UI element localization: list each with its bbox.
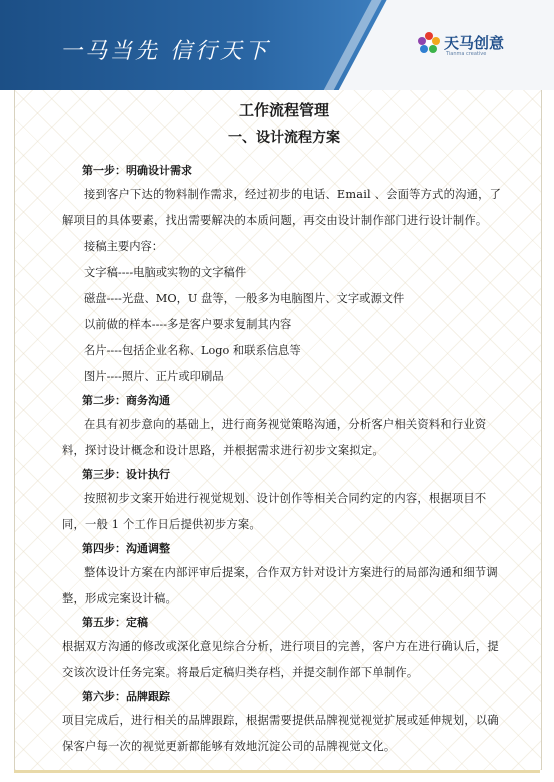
step-6-title: 第六步：品牌跟踪 [82,690,170,703]
intake-list-heading: 接稿主要内容： [84,240,164,253]
intake-list-item: 以前做的样本----多是客户要求复制其内容 [84,318,292,331]
document-title: 工作流程管理 [238,101,329,119]
brand-name: 天马创意 [444,34,505,52]
step-4-title: 第四步：沟通调整 [82,542,170,555]
header-banner [0,0,554,90]
step-2-paragraph: 在具有初步意向的基础上，进行商务视觉策略沟通，分析客户相关资料和行业资料，探讨设计概念和设计思路，并根据需求进行初步文案拟定。 [62,418,487,457]
step-1-title: 第一步：明确设计需求 [82,164,192,177]
step-3-title: 第三步：设计执行 [82,468,170,481]
step-3-paragraph: 按照初步文案开始进行视觉规划、设计创作等相关合同约定的内容，根据项目不同，一般 1 个工作日后提供初步方案。 [62,492,487,531]
brand-logo [416,30,526,62]
footer-rule [14,770,540,773]
step-2-title: 第二步：商务沟通 [82,394,170,407]
intake-list-item: 磁盘----光盘、MO，U 盘等，一般多为电脑图片、文字或源文件 [84,292,405,305]
step-4-paragraph: 整体设计方案在内部评审后提案，合作双方针对设计方案进行的局部沟通和细节调整，形成完案设计稿。 [62,566,498,605]
step-6-paragraph: 项目完成后，进行相关的品牌跟踪，根据需要提供品牌视觉视觉扩展或延伸规划，以确保客户每一次的视觉更新都能够有效地沉淀公司的品牌视觉文化。 [62,714,499,753]
step-1-paragraph: 接到客户下达的物料制作需求，经过初步的电话、Email 、会面等方式的沟通，了解项目的具体要素，找出需要解决的本质问题，再交由设计制作部门进行设计制作。 [62,188,502,227]
intake-list-item: 文字稿----电脑或实物的文字稿件 [84,266,247,279]
brand-subtitle: Tianma creative [446,51,487,57]
intake-list-item: 图片----照片、正片或印刷品 [84,370,224,383]
step-5-title: 第五步：定稿 [82,616,148,629]
section-title: 一、设计流程方案 [228,130,340,146]
intake-list-item: 名片----包括企业名称、Logo 和联系信息等 [84,344,301,357]
slogan: 一马当先 信行天下 [60,39,270,64]
flower-logo-icon [416,30,442,56]
step-list [62,160,506,760]
document-body [62,96,506,760]
step-5-paragraph: 根据双方沟通的修改或深化意见综合分析，进行项目的完善，客户方在进行确认后，提交该次设计任务完案。将最后定稿归类存档，并提交制作部下单制作。 [62,640,499,679]
